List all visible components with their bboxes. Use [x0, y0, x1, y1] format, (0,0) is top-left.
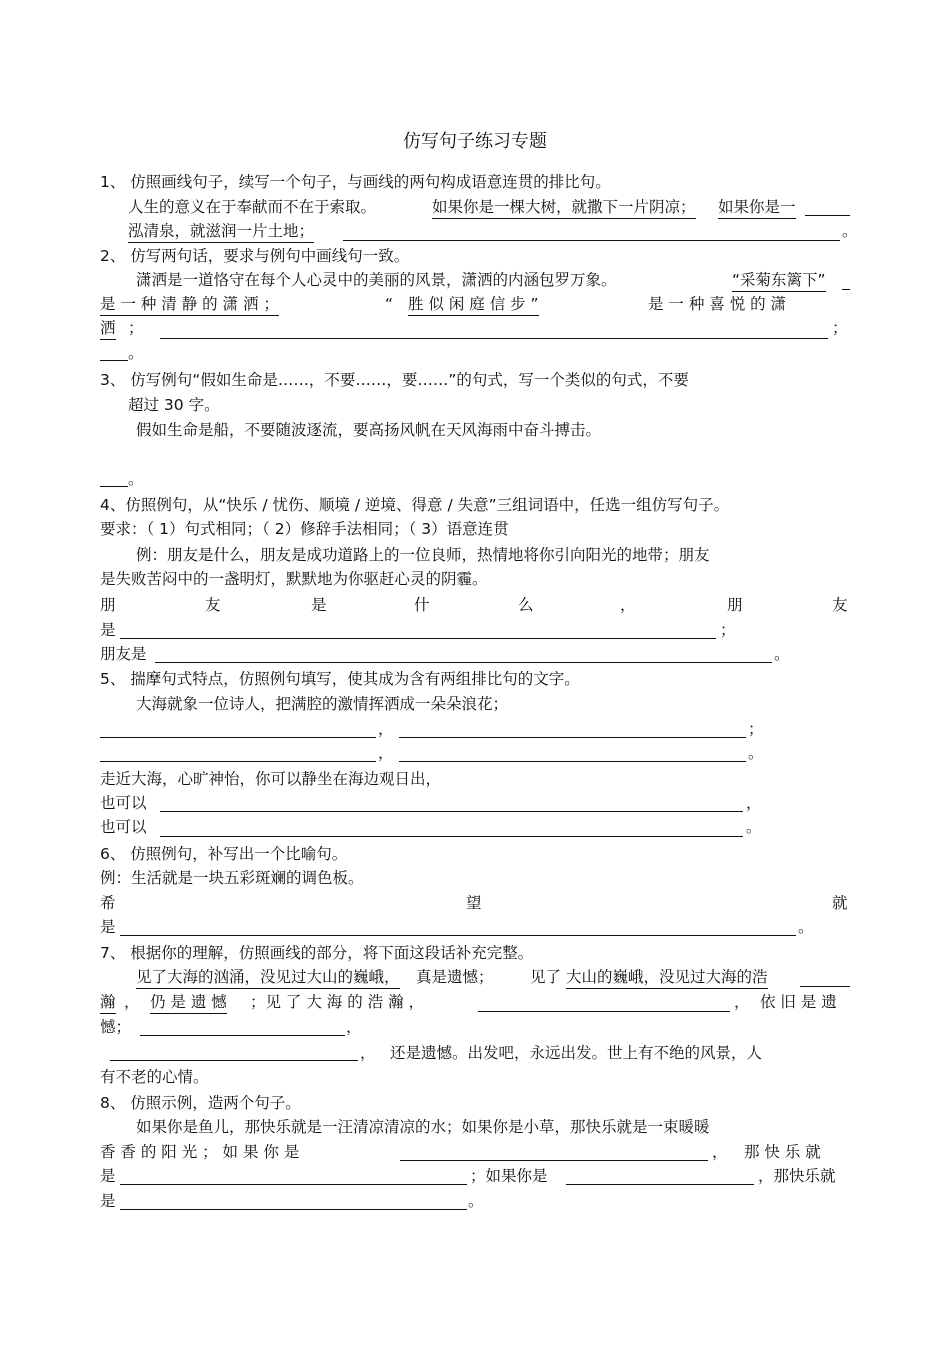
question-7-prompt: 7、 根据你的理解，仿照画线的部分，将下面这段话补充完整。 — [100, 944, 534, 962]
q6-period: 。 — [798, 918, 814, 936]
q2-semi-2: ； — [832, 319, 848, 337]
q2-quote-open: “ — [385, 295, 394, 313]
q2-answer-blank-1[interactable] — [160, 338, 828, 339]
q7-l5: 有不老的心情。 — [100, 1068, 209, 1086]
q5-period-1: 。 — [748, 744, 764, 762]
q5-semi: ； — [748, 720, 764, 738]
q4-example-2: 是失败苦闷中的一盏明灯，默默地为你驱赶心灵的阴霾。 — [100, 570, 488, 588]
q8-l3-b: ；如果你是 — [470, 1167, 548, 1185]
question-6-prompt: 6、 仿照例句，补写出一个比喻句。 — [100, 845, 348, 863]
question-1-prompt: 1、 仿照画线句子，续写一个句子，与画线的两句构成语意连贯的排比句。 — [100, 173, 611, 191]
q4-shi: 是 — [100, 621, 116, 639]
q5-example: 大海就象一位诗人，把满腔的激情挥洒成一朵朵浪花； — [136, 695, 509, 713]
q7-blank-1[interactable] — [478, 1011, 730, 1012]
q5-period-2: 。 — [746, 818, 762, 836]
q7-l4-b: 还是遗憾。出发吧，永远出发。世上有不绝的风景，人 — [390, 1044, 763, 1062]
q5-blank-1[interactable] — [100, 737, 376, 738]
q1-underlined-1: 如果你是一棵大树，就撒下一片阴凉； — [432, 197, 696, 219]
q4-row-char: 友 — [205, 596, 221, 614]
question-5-prompt: 5、 揣摩句式特点，仿照例句填写，使其成为含有两组排比句的文字。 — [100, 670, 580, 688]
q1-period: 。 — [842, 222, 858, 240]
q4-row-char: 朋 — [100, 596, 116, 614]
q7-blank-2[interactable] — [140, 1035, 345, 1036]
q5-blank-6[interactable] — [160, 836, 743, 837]
q5-blank-2[interactable] — [399, 737, 746, 738]
q5-blank-5[interactable] — [160, 811, 743, 812]
q3-answer-blank[interactable] — [100, 486, 128, 487]
q7-l2-b: ， — [124, 993, 140, 1011]
q4-period: 。 — [774, 645, 790, 663]
q2-semi-1: ； — [128, 319, 144, 337]
q2-underline-ext — [842, 289, 850, 290]
question-3-prompt-2: 超过 30 字。 — [128, 396, 220, 414]
q4-example-1: 例：朋友是什么，朋友是成功道路上的一位良师，热情地将你引向阳光的地带；朋友 — [136, 546, 710, 564]
q8-l2-a: 香 香 的 阳 光 ； 如 果 你 是 — [100, 1143, 300, 1161]
q8-example: 如果你是鱼儿，那快乐就是一汪清凉清凉的水；如果你是小草，那快乐就是一束暖暖 — [136, 1118, 710, 1136]
q7-underline-ext — [800, 986, 850, 987]
q4-semi: ； — [720, 621, 736, 639]
q2-line2-end: 是 一 种 喜 悦 的 潇 — [648, 295, 787, 313]
q1-answer-blank[interactable] — [343, 240, 840, 241]
q5-comma-2: ， — [378, 744, 394, 762]
q8-blank-1[interactable] — [400, 1160, 708, 1161]
q2-answer-blank-2[interactable] — [100, 360, 128, 361]
q1-blank-a[interactable] — [805, 215, 850, 216]
q5-comma-1: ， — [378, 720, 394, 738]
q4-row-char: 朋 — [727, 596, 743, 614]
q6-word-1: 希 — [100, 894, 116, 912]
q4-friend-is: 朋友是 — [100, 645, 147, 663]
q7-blank-3[interactable] — [110, 1060, 358, 1061]
q2-line3-start: 洒 — [100, 318, 116, 340]
q6-word-3: 就 — [832, 894, 848, 912]
q7-l2-e: ， — [734, 993, 750, 1011]
q2-underlined-1: “采菊东篱下” — [732, 270, 826, 292]
q8-period: 。 — [468, 1192, 484, 1210]
q4-answer-blank-1[interactable] — [120, 638, 716, 639]
q2-underlined-3: 胜 似 闲 庭 信 步 ” — [408, 294, 539, 316]
q1-underlined-3: 泓清泉，就滋润一片土地； — [128, 221, 314, 243]
q3-period: 。 — [128, 470, 144, 488]
question-4-prompt: 4、仿照例句，从“快乐 / 忧伤、顺境 / 逆境、得意 / 失意”三组词语中，任选一组仿写句子。 — [100, 496, 730, 514]
q7-l3-b: ， — [346, 1018, 362, 1036]
q6-word-2: 望 — [466, 894, 482, 912]
q6-answer-blank[interactable] — [120, 935, 796, 936]
q7-underlined-3: 仍 是 遗 憾 — [150, 992, 227, 1014]
q7-l2-f: 依 旧 是 遗 — [760, 993, 837, 1011]
q8-blank-3[interactable] — [566, 1184, 754, 1185]
q6-shi: 是 — [100, 918, 116, 936]
q8-l3-c: ，那快乐就 — [758, 1167, 836, 1185]
q1-lead: 人生的意义在于奉献而不在于索取。 — [128, 198, 377, 216]
q8-l4-a: 是 — [100, 1192, 116, 1210]
question-2-prompt: 2、 仿写两句话，要求与例句中画线句一致。 — [100, 247, 410, 265]
q7-l2-a: 瀚 — [100, 992, 116, 1014]
q8-blank-4[interactable] — [120, 1209, 467, 1210]
question-8-prompt: 8、 仿照示例，造两个句子。 — [100, 1094, 301, 1112]
q7-underlined-1: 见了大海的汹涌，没见过大山的巍峨， — [136, 967, 400, 989]
q4-requirements: 要求：（ 1）句式相同；（ 2）修辞手法相同；（ 3）语意连贯 — [100, 520, 509, 538]
q7-lead-c: 见了 — [530, 968, 562, 986]
page-title: 仿写句子练习专题 — [403, 131, 547, 152]
q2-lead: 潇洒是一道恪守在每个人心灵中的美丽的风景，潇洒的内涵包罗万象。 — [136, 271, 617, 289]
q3-example: 假如生命是船，不要随波逐流，要高扬风帆在天风海雨中奋斗搏击。 — [136, 421, 602, 439]
q6-example: 例：生活就是一块五彩斑斓的调色板。 — [100, 869, 364, 887]
q2-underlined-2: 是 一 种 清 静 的 潇 洒 ； — [100, 294, 279, 316]
q8-blank-2[interactable] — [120, 1184, 467, 1185]
q5-comma-3: ， — [746, 794, 762, 812]
question-3-prompt: 3、 仿写例句“假如生命是……，不要……，要……”的句式，写一个类似的句式，不要 — [100, 371, 689, 389]
q1-underlined-2: 如果你是一 — [718, 197, 796, 219]
q7-l4-a: ， — [360, 1044, 376, 1062]
q2-period: 。 — [128, 344, 144, 362]
q7-l3-a: 憾； — [100, 1018, 132, 1036]
q5-also-1: 也可以 — [100, 794, 147, 812]
q4-row-char: 什 — [414, 596, 430, 614]
q4-answer-blank-2[interactable] — [155, 662, 772, 663]
q8-l3-a: 是 — [100, 1167, 116, 1185]
q5-blank-4[interactable] — [399, 761, 746, 762]
q4-row-char: 是 — [311, 596, 327, 614]
q5-also-2: 也可以 — [100, 818, 147, 836]
q7-lead-b: 真是遗憾； — [416, 968, 494, 986]
q7-underlined-2: 大山的巍峨，没见过大海的浩 — [566, 967, 768, 989]
q4-row-char: 友 — [832, 596, 848, 614]
q8-l2-c: 那 快 乐 就 — [744, 1143, 821, 1161]
q5-blank-3[interactable] — [100, 761, 376, 762]
q7-l2-d: ；见 了 大 海 的 浩 瀚 ， — [250, 993, 424, 1011]
q8-l2-b: ， — [712, 1143, 728, 1161]
q4-row-char: 么 — [518, 596, 534, 614]
q4-row-char: ， — [620, 596, 636, 614]
q5-lead-2: 走近大海，心旷神怡，你可以静坐在海边观日出， — [100, 770, 442, 788]
